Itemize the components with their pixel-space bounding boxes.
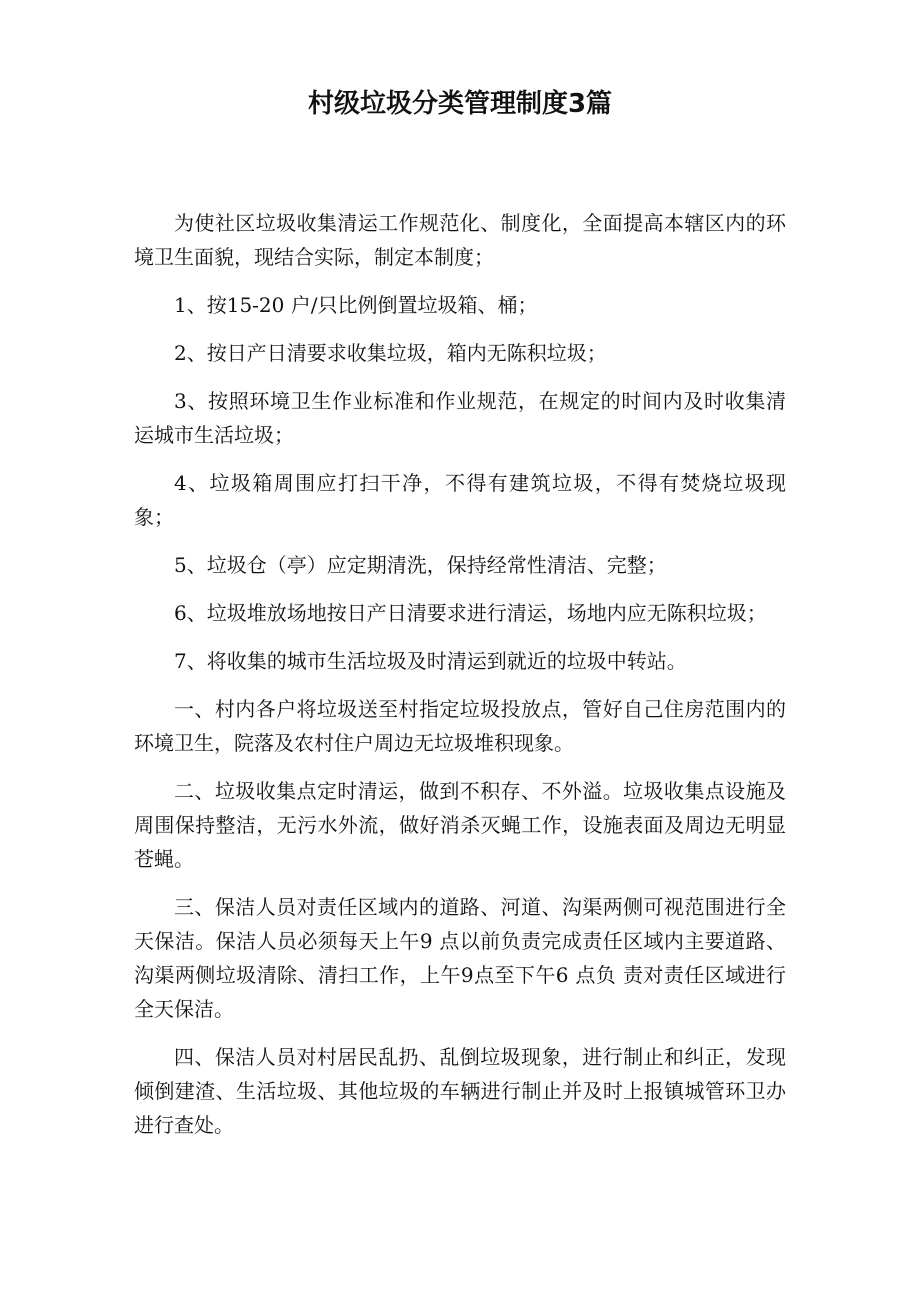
paragraph: 四、保洁人员对村居民乱扔、乱倒垃圾现象，进行制止和纠正，发现倾倒建渣、生活垃圾、其他垃圾的车辆进行制止并及时上报镇城管环卫办进行查处。 [134,1045,786,1137]
paragraph: 5、垃圾仓（亭）应定期清洗，保持经常性清洁、完整； [174,553,667,577]
paragraph: 1、按15-20 户/只比例倒置垃圾箱、桶； [174,293,538,317]
paragraph: 3、按照环境卫生作业标准和作业规范，在规定的时间内及时收集清运城市生活垃圾； [134,389,786,447]
paragraph: 为使社区垃圾收集清运工作规范化、制度化，全面提高本辖区内的环境卫生面貌，现结合实际，制定本制度； [134,211,786,269]
paragraph: 二、垃圾收集点定时清运，做到不积存、不外溢。垃圾收集点设施及周围保持整洁，无污水外流，做好消杀灭蝇工作，设施表面及周边无明显苍蝇。 [134,779,786,871]
paragraph: 2、按日产日清要求收集垃圾，箱内无陈积垃圾； [174,341,607,365]
paragraph: 三、保洁人员对责任区域内的道路、河道、沟渠两侧可视范围进行全天保洁。保洁人员必须每天上午9 点以前负责完成责任区域内主要道路、沟渠两侧垃圾清除、清扫工作，上午9点至下午6 点负 责对责任区域进行全天保洁。 [134,895,786,1021]
paragraph: 7、将收集的城市生活垃圾及时清运到就近的垃圾中转站。 [174,649,687,673]
document-title: 村级垃圾分类管理制度3篇 [307,89,613,119]
document-body [134,206,786,1156]
paragraph: 4、垃圾箱周围应打扫干净，不得有建筑垃圾，不得有焚烧垃圾现象； [134,471,786,529]
paragraph: 一、村内各户将垃圾送至村指定垃圾投放点，管好自己住房范围内的环境卫生，院落及农村住户周边无垃圾堆积现象。 [134,697,786,755]
paragraph: 6、垃圾堆放场地按日产日清要求进行清运，场地内应无陈积垃圾； [174,601,767,625]
